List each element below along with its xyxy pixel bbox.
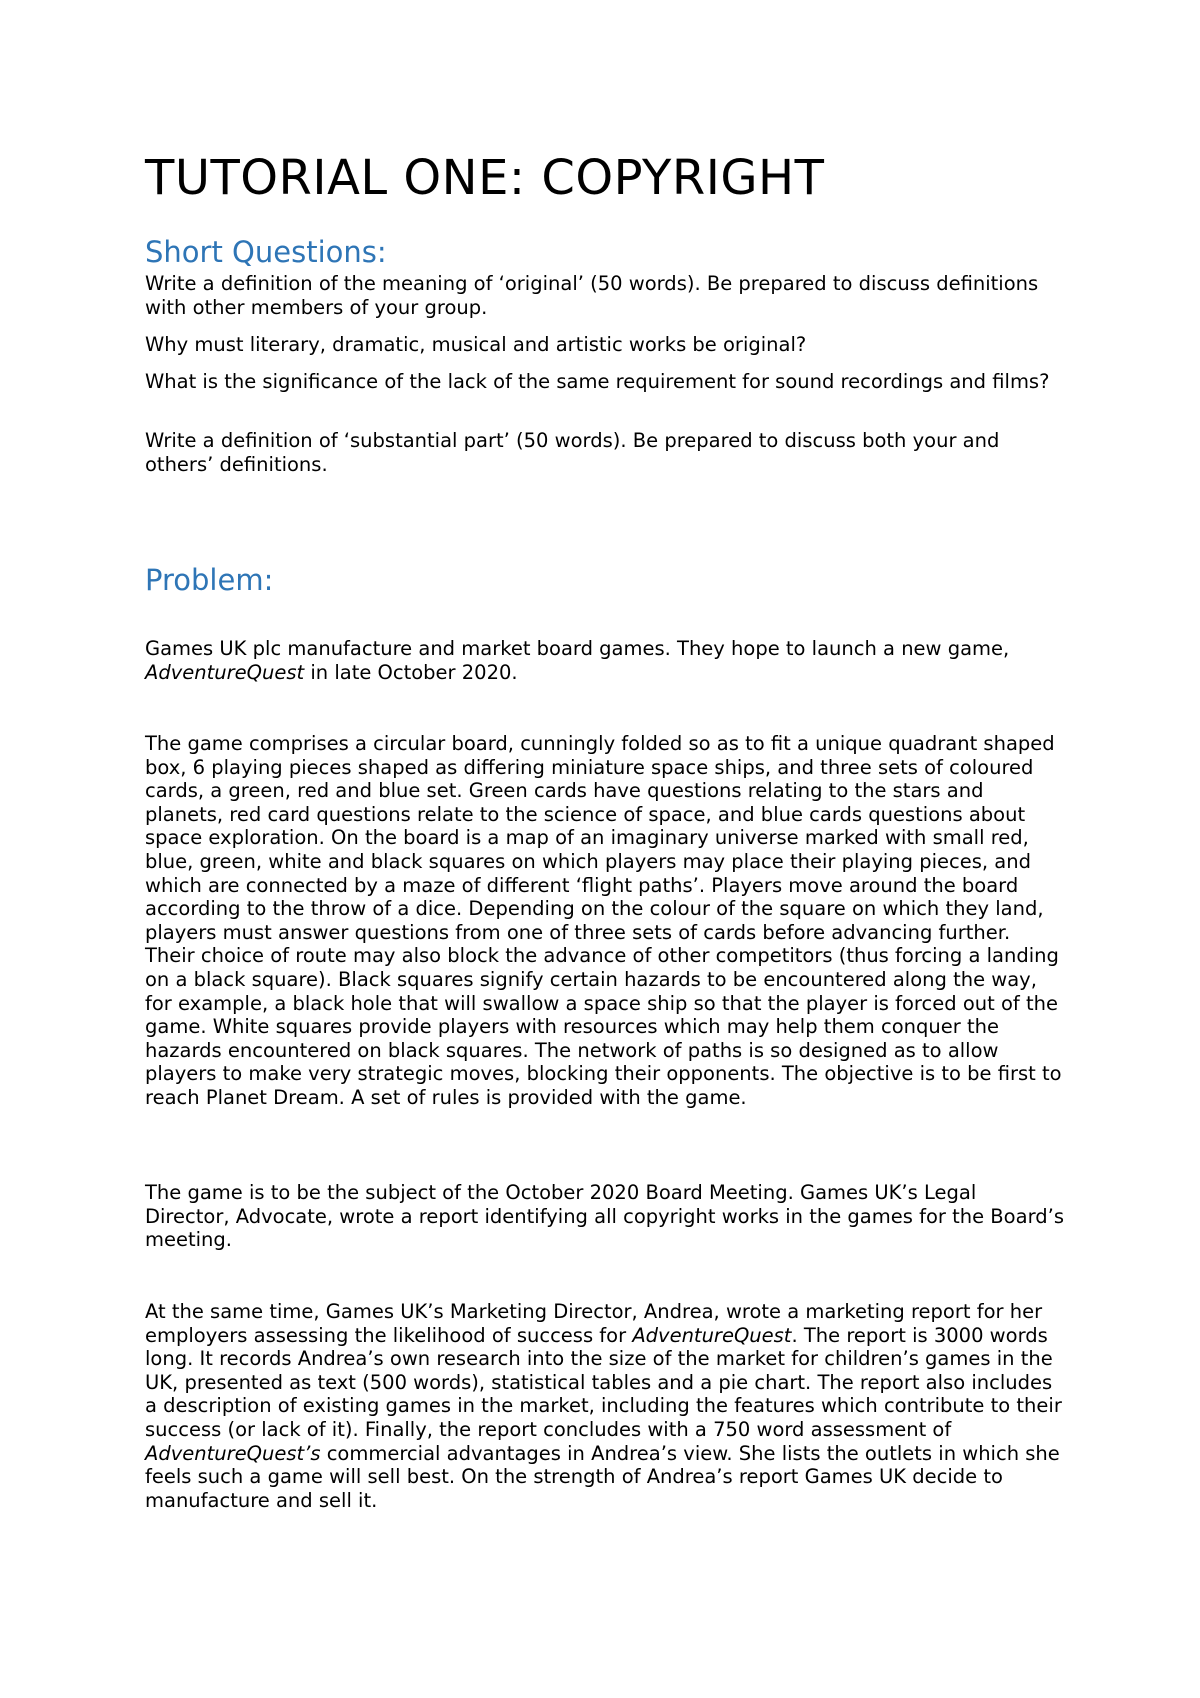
p1-text-after: in late October 2020.	[304, 660, 518, 684]
p4-text-part-3: commercial advantages in Andrea’s view. She lists the outlets in which she feels such a game will sell best. On the strength of Andrea’s report Games UK decide to manufacture and sell it.	[145, 1441, 1060, 1512]
short-question-2: Why must literary, dramatic, musical and artistic works be original?	[145, 333, 807, 356]
problem-paragraph-3: The game is to be the subject of the October 2020 Board Meeting. Games UK’s Legal Director, Advocate, wrote a report identifying all copyright works in the games for the Board’s meeting.	[145, 1181, 1064, 1252]
problem-paragraph-2: The game comprises a circular board, cunningly folded so as to fit a unique quadrant shaped box, 6 playing pieces shaped as differing miniature space ships, and three sets of coloured cards, a green, red and blue set. Green cards have questions relating to the stars and planets, red card questions relate to the science of space, and blue cards questions about space exploration. On the board is a map of an imaginary universe marked with small red, blue, green, white and black squares on which players may place their playing pieces, and which are connected by a maze of different ‘flight paths’. Players move around the board according to the throw of a dice. Depending on the colour of the square on which they land, players must answer questions from one of three sets of cards before advancing further. Their choice of route may also block the advance of other competitors (thus forcing a landing on a black square). Black squares signify certain hazards to be encountered along the way, for example, a black hole that will swallow a space ship so that the player is forced out of the game. White squares provide players with resources which may help them conquer the hazards encountered on black squares. The network of paths is so designed as to allow players to make very strategic moves, blocking their opponents. The objective is to be first to reach Planet Dream. A set of rules is provided with the game.	[145, 732, 1062, 1109]
short-question-4: Write a definition of ‘substantial part’ (50 words). Be prepared to discuss both your and others’ definitions.	[145, 429, 1000, 476]
p1-text-before: Games UK plc manufacture and market board games. They hope to launch a new game,	[145, 637, 1010, 660]
short-question-3: What is the significance of the lack of the same requirement for sound recordings and films?	[145, 370, 1050, 393]
problem-paragraph-1	[145, 637, 1065, 684]
problem-heading: Problem:	[145, 563, 274, 597]
game-name-possessive: AdventureQuest’s	[145, 1441, 321, 1465]
short-questions-heading: Short Questions:	[145, 235, 387, 269]
short-question-1: Write a definition of the meaning of ‘original’ (50 words). Be prepared to discuss definitions with other members of your group.	[145, 272, 1039, 319]
game-name: AdventureQuest	[632, 1323, 792, 1347]
page-title: TUTORIAL ONE: COPYRIGHT	[145, 150, 825, 206]
p4-text-part-2: . The report is 3000 words long. It records Andrea’s own research into the size of the market for children’s games in the UK, presented as text (500 words), statistical tables and a pie chart. The report also includes a description of existing games in the market, including the features which contribute to their success (or lack of it). Finally, the report concludes with a 750 word assessment of	[145, 1323, 1062, 1441]
problem-paragraph-4	[145, 1300, 1065, 1512]
p4-text-part-1: At the same time, Games UK’s Marketing Director, Andrea, wrote a marketing report for her employers assessing the likelihood of success for	[145, 1300, 1043, 1347]
game-name: AdventureQuest	[145, 660, 305, 684]
